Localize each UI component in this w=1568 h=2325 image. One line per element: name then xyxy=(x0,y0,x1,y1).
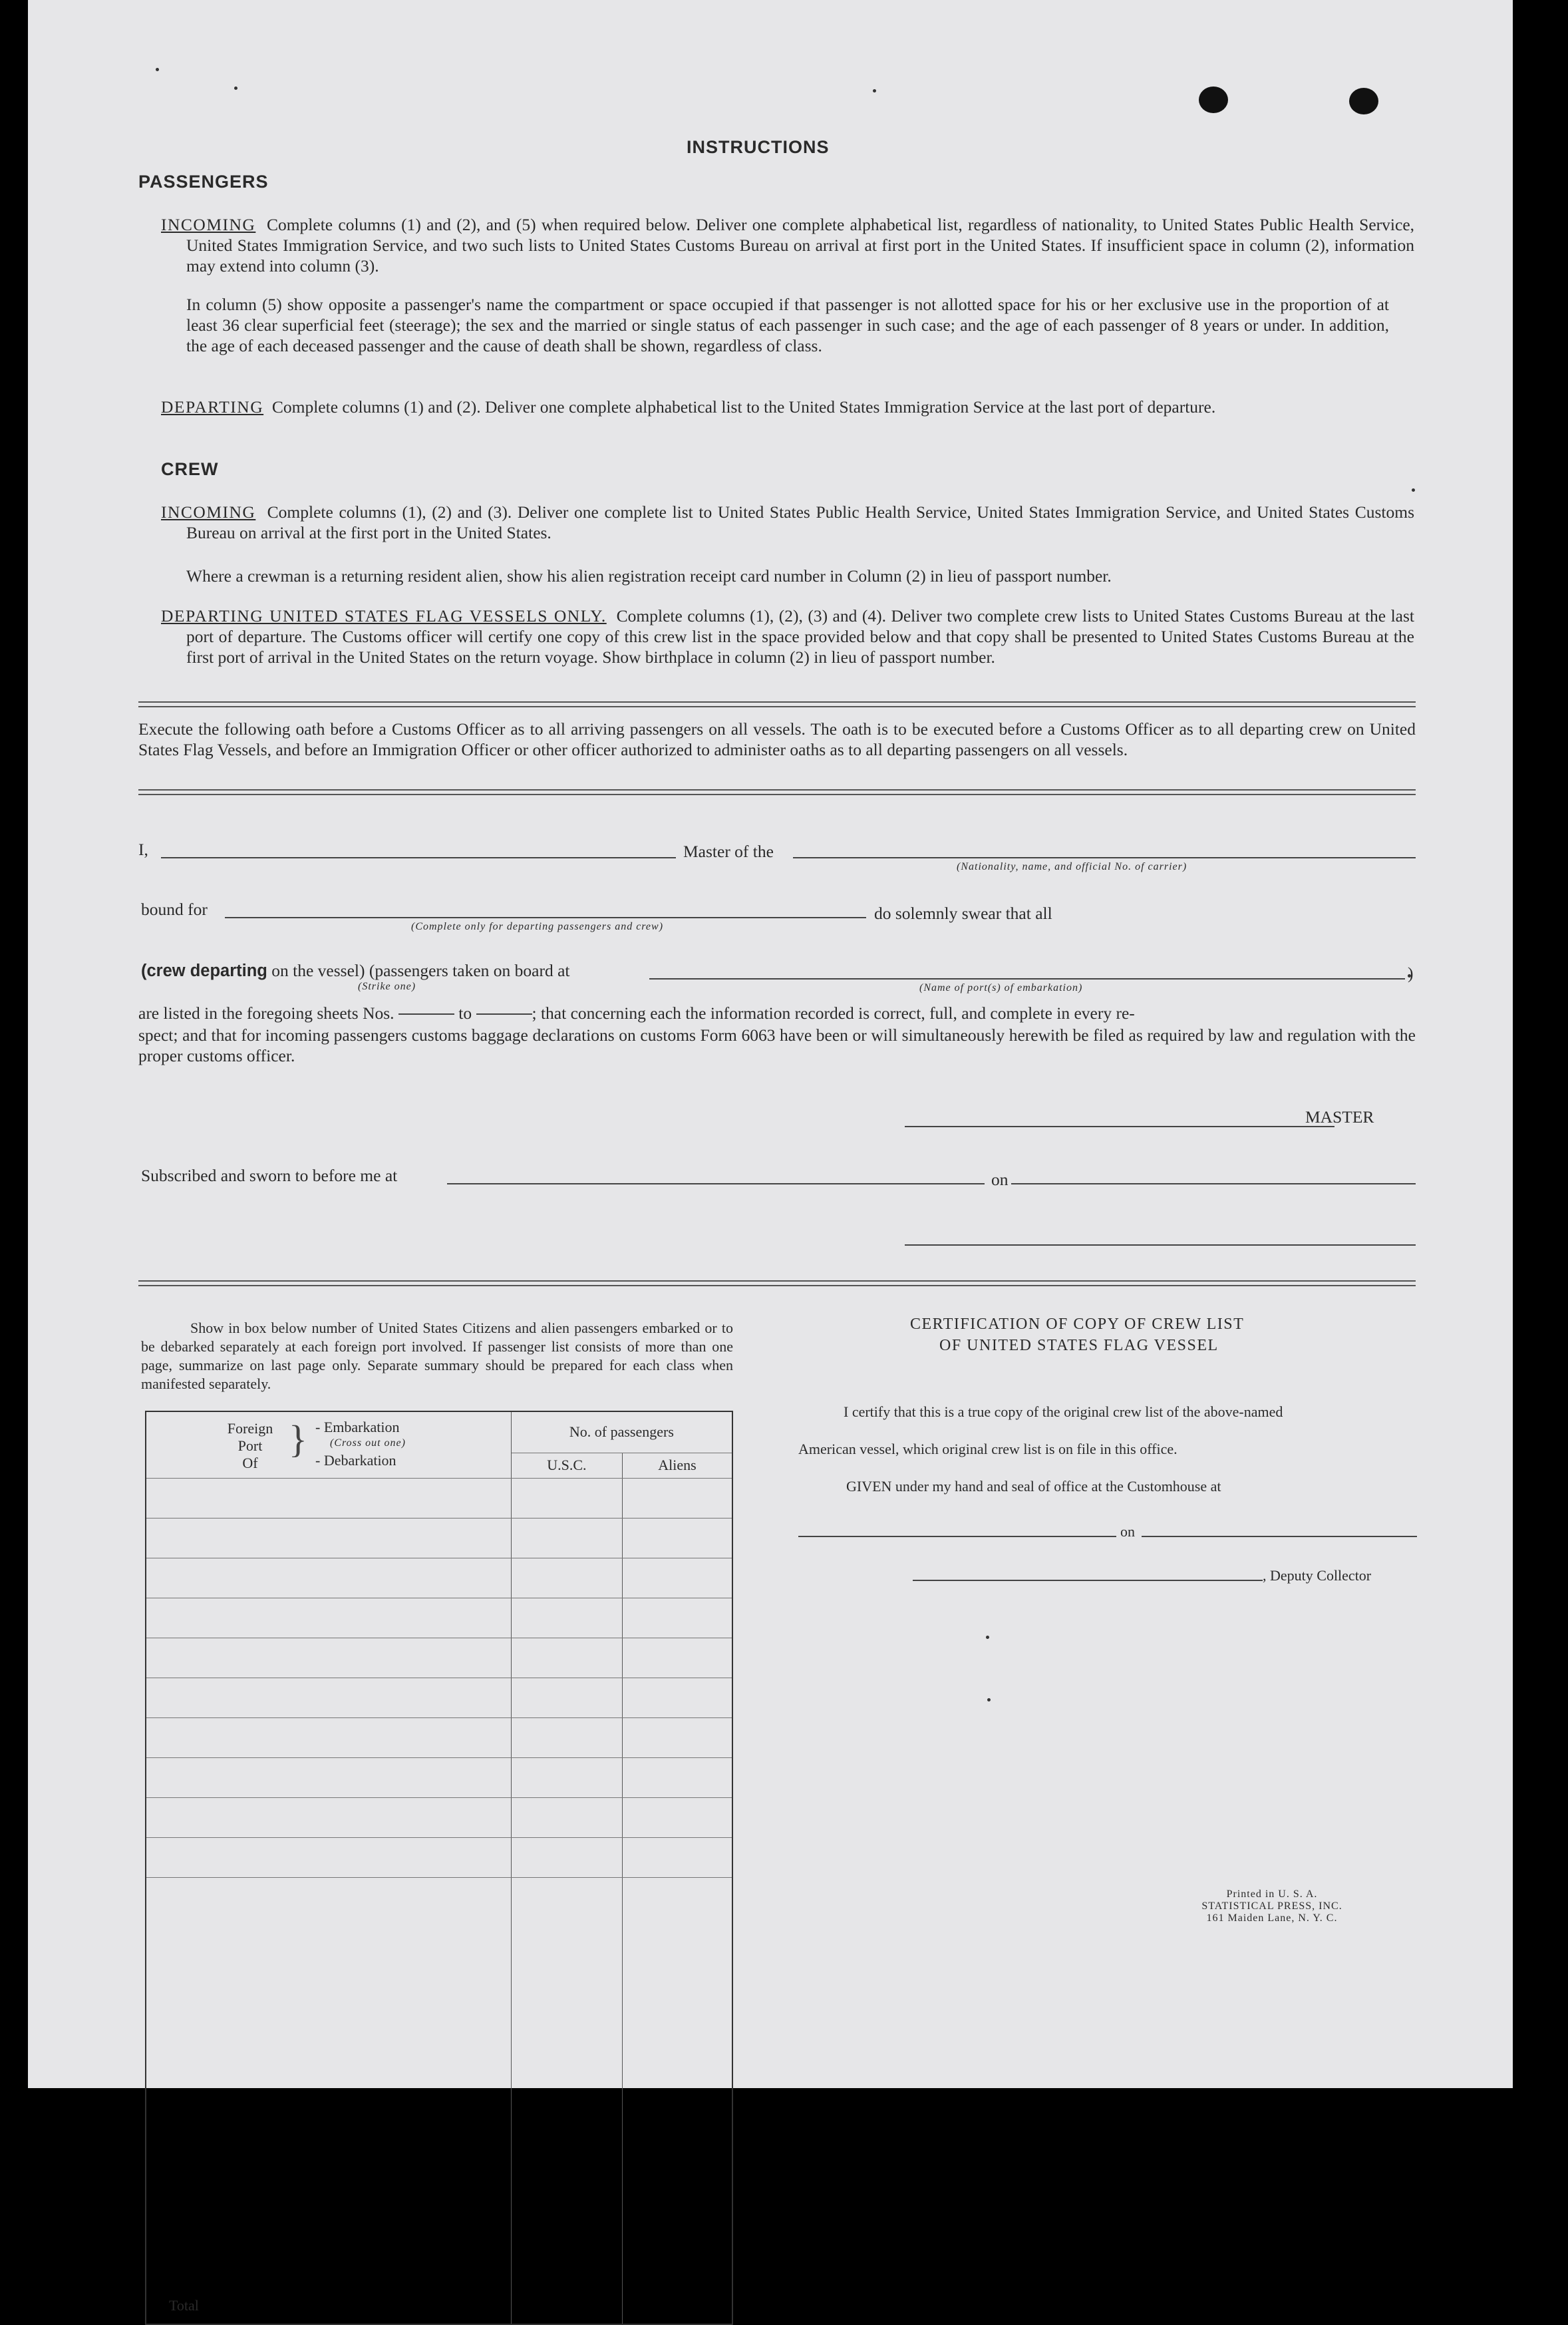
usc-cell[interactable] xyxy=(511,1717,622,1757)
speck xyxy=(873,89,876,92)
crew-heading: CREW xyxy=(161,459,219,479)
usc-header: U.S.C. xyxy=(511,1453,622,1478)
usc-cell[interactable] xyxy=(511,1757,622,1797)
deputy-collector-signature-field[interactable] xyxy=(913,1580,1263,1581)
usc-cell[interactable] xyxy=(511,1518,622,1558)
aliens-cell[interactable] xyxy=(622,1638,732,1678)
usc-cell[interactable] xyxy=(511,1598,622,1638)
divider xyxy=(138,789,1416,791)
aliens-cell[interactable] xyxy=(622,1797,732,1837)
passengers-taken-option[interactable]: (passengers taken on board at xyxy=(369,961,570,980)
passengers-departing-paragraph xyxy=(161,397,1414,417)
crew-incoming-text: Complete columns (1), (2) and (3). Deliver one complete list to United States Public Health Service, United States Immigration Service, and United States Customs Bureau on arrival at the first port in the United States. xyxy=(186,502,1415,542)
port-header-cell xyxy=(146,1411,511,1478)
summary-instructions: Show in box below number of United States Citizens and alien passengers embarked or to be debarked separately at each foreign port involved. If passenger list consists of more than one page, summarize on last page only. Separate summary should be prepared for each class when manifested separately. xyxy=(141,1320,733,1392)
deputy-collector-label: , Deputy Collector xyxy=(1263,1567,1372,1584)
sheet-to-field[interactable] xyxy=(476,1013,532,1015)
certification-on-label: on xyxy=(1120,1523,1135,1540)
listed-line xyxy=(138,1003,1416,1023)
passengers-departing-label: DEPARTING xyxy=(161,397,264,417)
usc-cell[interactable] xyxy=(511,1638,622,1678)
sworn-on-label: on xyxy=(991,1170,1009,1189)
aliens-cell[interactable] xyxy=(622,1558,732,1598)
total-aliens-cell[interactable] xyxy=(622,1877,732,2324)
crew-incoming-paragraph xyxy=(161,502,1414,543)
ports-caption: (Name of port(s) of embarkation) xyxy=(919,982,1083,993)
aliens-cell[interactable] xyxy=(622,1518,732,1558)
aliens-cell[interactable] xyxy=(622,1837,732,1877)
certification-date-field[interactable] xyxy=(1142,1536,1417,1537)
speck xyxy=(987,1698,991,1701)
printer-line-3: 161 Maiden Lane, N. Y. C. xyxy=(1206,1912,1338,1924)
master-signature-field[interactable] xyxy=(905,1126,1334,1127)
usc-cell[interactable] xyxy=(511,1558,622,1598)
master-name-field[interactable] xyxy=(161,857,676,858)
crew-departing-label: DEPARTING UNITED STATES FLAG VESSELS ONLY. xyxy=(161,606,607,626)
strike-line xyxy=(141,961,570,981)
listed-rest: ; that concerning each the information recorded is correct, full, and complete in every re- xyxy=(532,1003,1135,1023)
aliens-header: Aliens xyxy=(622,1453,732,1478)
bound-for-caption: (Complete only for departing passengers and crew) xyxy=(411,921,664,932)
to-label: to xyxy=(458,1003,472,1023)
master-of-label: Master of the xyxy=(683,842,774,861)
passengers-column5-paragraph: In column (5) show opposite a passenger's name the compartment or space occupied if that passenger is not allotted space for his or her exclusive use in the proportion of at least 36 clear superficial feet (steerage); the sex and the married or single status of each passenger in such case; and the age of each passenger of 8 years or under. In addition, the age of each deceased passenger and the cause of death shall be shown, regardless of class. xyxy=(186,295,1389,355)
passengers-incoming-text: Complete columns (1) and (2), and (5) when required below. Deliver one complete alphabetical list, regardless of nationality, to United States Public Health Service, United States Immigration Service, and two such lists to United States Customs Bureau on arrival at first port in the United States. If insufficient space in column (2), information may extend into column (3). xyxy=(186,215,1415,275)
port-cell[interactable] xyxy=(146,1558,511,1598)
port-cell[interactable] xyxy=(146,1797,511,1837)
total-label-cell xyxy=(146,1877,511,2324)
passenger-summary-table xyxy=(145,1411,733,2325)
speck xyxy=(986,1636,989,1639)
printer-imprint xyxy=(1159,1888,1385,1924)
divider xyxy=(138,1280,1416,1282)
bound-for-field[interactable] xyxy=(225,917,866,918)
passengers-incoming-label: INCOMING xyxy=(161,215,256,234)
port-cell[interactable] xyxy=(146,1638,511,1678)
punch-hole xyxy=(1199,87,1228,113)
speck xyxy=(1412,488,1415,492)
divider xyxy=(138,794,1416,795)
officer-signature-field[interactable] xyxy=(905,1244,1416,1246)
subscribed-label: Subscribed and sworn to before me at xyxy=(141,1166,398,1185)
port-cell[interactable] xyxy=(146,1837,511,1877)
port-cell[interactable] xyxy=(146,1518,511,1558)
aliens-cell[interactable] xyxy=(622,1478,732,1518)
aliens-cell[interactable] xyxy=(622,1598,732,1638)
port-cell[interactable] xyxy=(146,1717,511,1757)
of-label: Of xyxy=(242,1455,258,1471)
foreign-label: Foreign xyxy=(227,1420,273,1437)
brace-icon: } xyxy=(289,1417,307,1461)
usc-cell[interactable] xyxy=(511,1678,622,1717)
carrier-caption: (Nationality, name, and official No. of carrier) xyxy=(957,861,1187,872)
port-cell[interactable] xyxy=(146,1757,511,1797)
close-paren: ) xyxy=(1408,964,1414,983)
certification-title-1: CERTIFICATION OF COPY OF CREW LIST xyxy=(910,1316,1245,1333)
sworn-place-field[interactable] xyxy=(447,1183,985,1184)
passengers-heading: PASSENGERS xyxy=(138,172,269,192)
speck xyxy=(234,87,237,90)
form-page xyxy=(28,0,1513,2314)
page-title: INSTRUCTIONS xyxy=(687,137,830,157)
usc-cell[interactable] xyxy=(511,1797,622,1837)
certify-line-1: I certify that this is a true copy of the original crew list of the above-named xyxy=(844,1403,1283,1420)
listed-label: are listed in the foregoing sheets Nos. xyxy=(138,1003,394,1023)
debarkation-option[interactable]: - Debarkation xyxy=(315,1452,396,1469)
usc-cell[interactable] xyxy=(511,1837,622,1877)
total-usc-cell[interactable] xyxy=(511,1877,622,2324)
certification-title-2: OF UNITED STATES FLAG VESSEL xyxy=(939,1337,1219,1354)
crew-departing-paragraph xyxy=(161,606,1414,667)
sworn-date-field[interactable] xyxy=(1011,1183,1416,1184)
crew-departing-option[interactable]: (crew departing xyxy=(141,962,267,980)
aliens-cell[interactable] xyxy=(622,1717,732,1757)
swear-label: do solemnly swear that all xyxy=(874,904,1052,923)
sheet-from-field[interactable] xyxy=(398,1013,454,1015)
bound-for-label: bound for xyxy=(141,900,208,919)
usc-cell[interactable] xyxy=(511,1478,622,1518)
master-label: MASTER xyxy=(1305,1107,1374,1127)
port-label: Port xyxy=(237,1437,263,1454)
oath-body: spect; and that for incoming passengers customs baggage declarations on customs Form 6063 have been or will simultaneously herewith be filed as required by law and regulation with the proper customs officer. xyxy=(138,1025,1416,1065)
crew-returning-paragraph: Where a crewman is a returning resident alien, show his alien registration receipt card number in Column (2) in lieu of passport number. xyxy=(186,566,1112,586)
aliens-cell[interactable] xyxy=(622,1757,732,1797)
port-cell[interactable] xyxy=(146,1678,511,1717)
aliens-cell[interactable] xyxy=(622,1678,732,1717)
passengers-departing-text: Complete columns (1) and (2). Deliver one complete alphabetical list to the United States Immigration Service at the last port of departure. xyxy=(271,397,1216,417)
port-cell[interactable] xyxy=(146,1598,511,1638)
certify-line-2: American vessel, which original crew list is on file in this office. xyxy=(798,1441,1177,1457)
crew-departing-text: Complete columns (1), (2), (3) and (4). Deliver two complete crew lists to United States Customs Bureau at the last port of departure. The Customs officer will certify one copy of this crew list in the space provided below and that copy shall be presented to United States Customs Bureau at the first port of arrival in the United States on the return voyage. Show birthplace in column (2) in lieu of passport number. xyxy=(186,606,1414,667)
divider xyxy=(138,701,1416,703)
cross-out-caption: (Cross out one) xyxy=(330,1437,406,1449)
punch-hole xyxy=(1349,88,1378,114)
total-label: Total xyxy=(169,2297,199,2314)
crew-incoming-label: INCOMING xyxy=(161,502,256,522)
carrier-field[interactable] xyxy=(793,857,1416,858)
on-vessel-label: on the vessel) xyxy=(271,961,365,980)
printer-line-1: Printed in U. S. A. xyxy=(1226,1888,1318,1900)
given-line: GIVEN under my hand and seal of office at the Customhouse at xyxy=(846,1478,1221,1495)
oath-i-label: I, xyxy=(138,840,148,859)
divider xyxy=(138,1285,1416,1286)
port-cell[interactable] xyxy=(146,1478,511,1518)
strike-caption: (Strike one) xyxy=(358,981,416,992)
speck xyxy=(156,68,159,71)
customhouse-field[interactable] xyxy=(798,1536,1116,1537)
printer-line-2: STATISTICAL PRESS, INC. xyxy=(1201,1900,1342,1912)
embarkation-option[interactable]: - Embarkation xyxy=(315,1419,400,1435)
embarkation-ports-field[interactable] xyxy=(649,978,1405,980)
divider xyxy=(138,706,1416,707)
passengers-incoming-paragraph xyxy=(161,214,1414,276)
no-of-passengers-header: No. of passengers xyxy=(511,1411,732,1453)
oath-instructions: Execute the following oath before a Customs Officer as to all arriving passengers on all vessels. The oath is to be executed before a Customs Officer as to all departing crew on United States Flag Vessels, and before an Immigration Officer or other officer authorized to administer oaths as to all departing passengers on all vessels. xyxy=(138,719,1416,759)
